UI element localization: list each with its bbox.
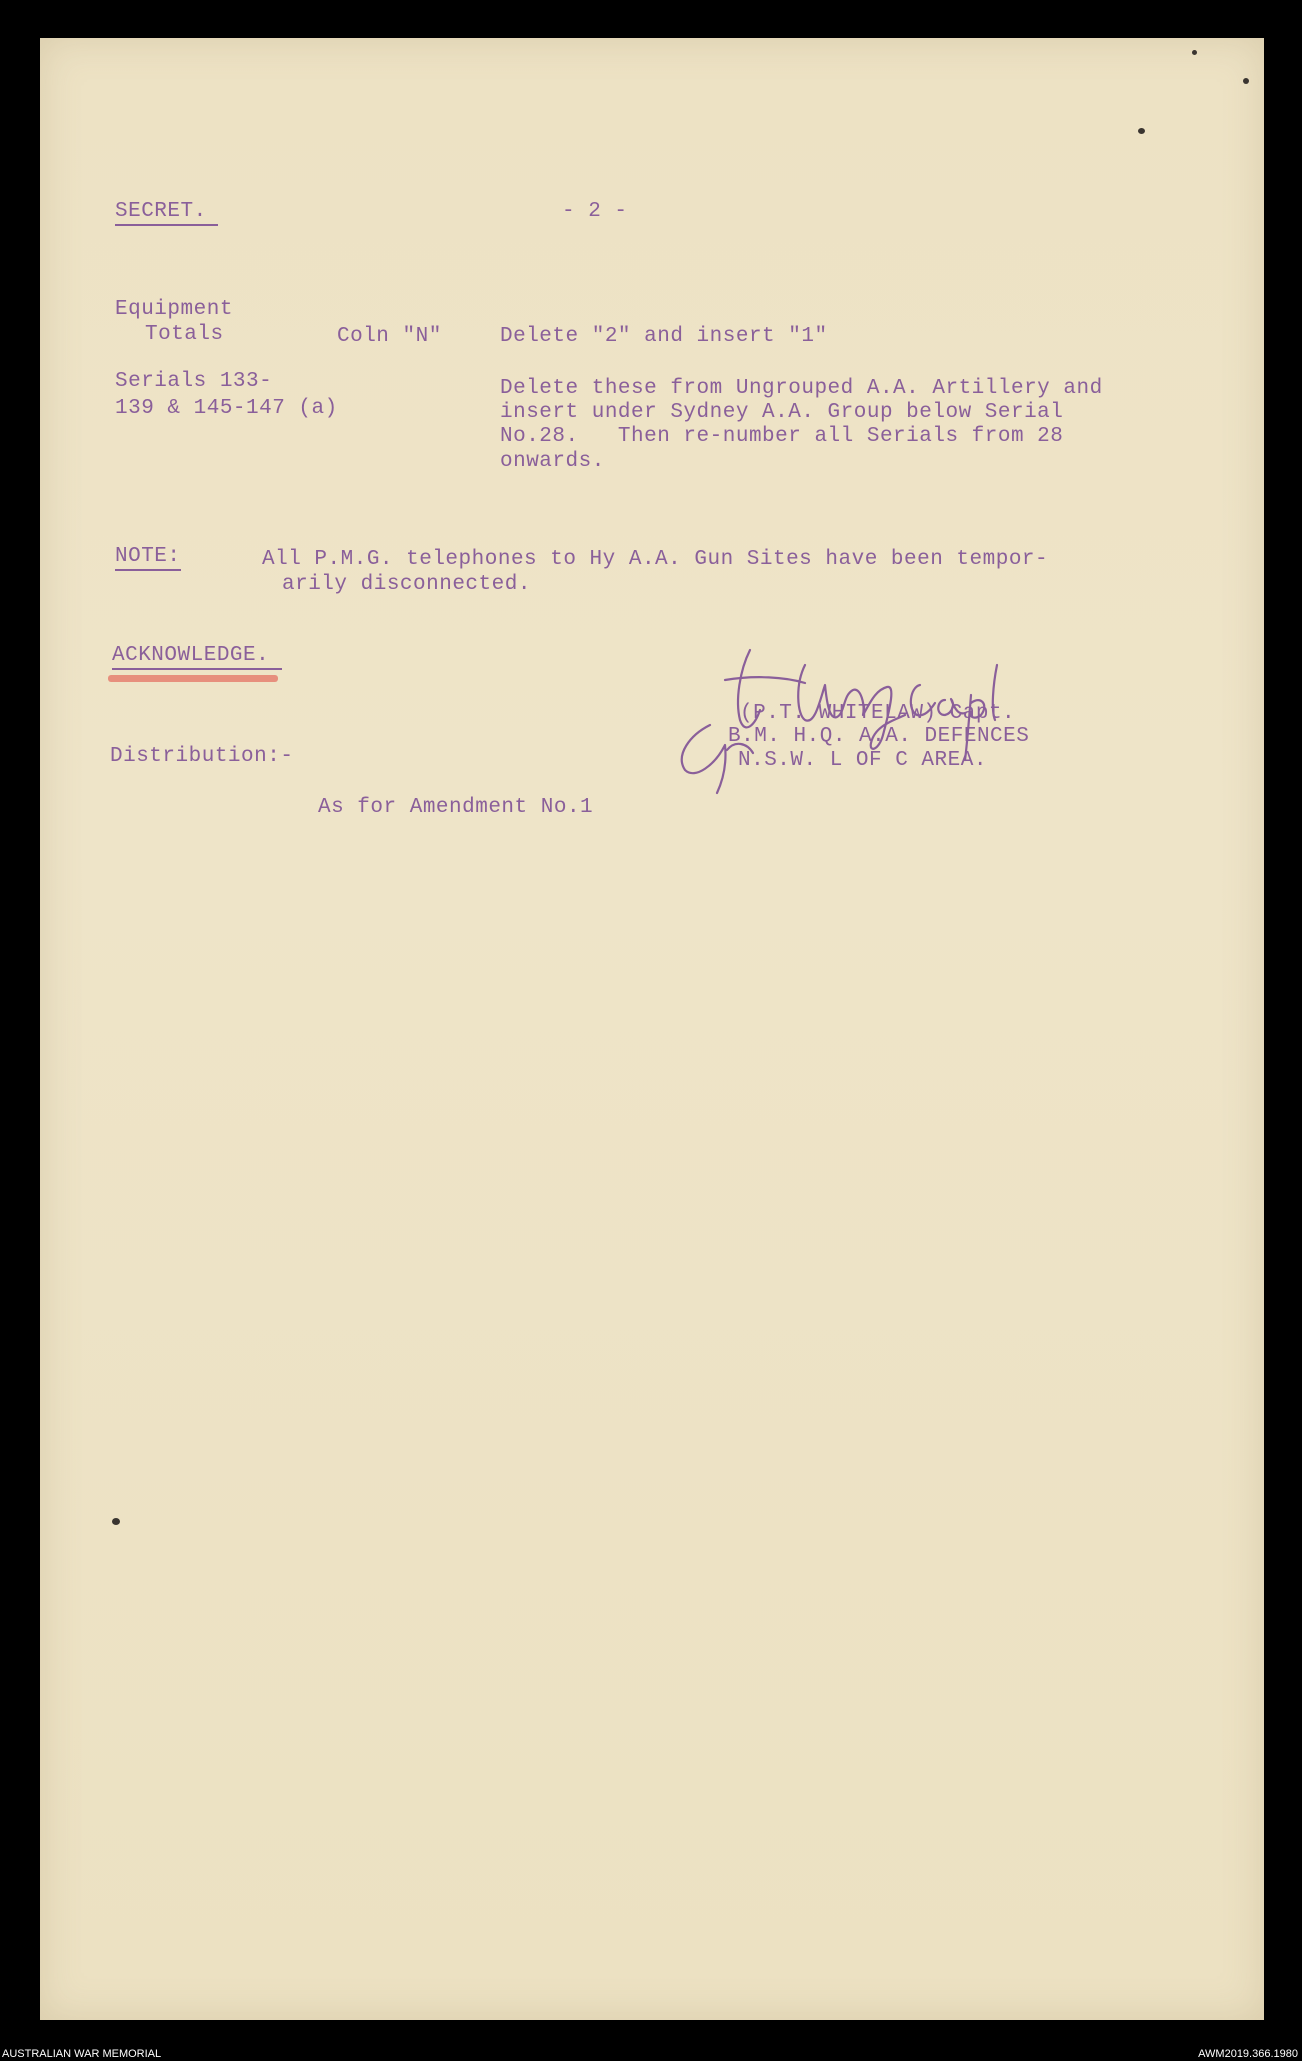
note-text-line: arily disconnected.	[282, 573, 531, 596]
paper-speck	[1243, 78, 1249, 84]
amendment-text-line: Delete "2" and insert "1"	[500, 325, 828, 348]
page-number: - 2 -	[562, 200, 628, 223]
signatory-name: (P.T. WHITELAW) Capt.	[740, 702, 1016, 725]
note-label: NOTE:	[115, 545, 181, 568]
acknowledge-label: ACKNOWLEDGE.	[112, 644, 270, 667]
amendment-text-line: Delete these from Ungrouped A.A. Artillery and	[500, 377, 1103, 400]
acknowledge-highlight	[108, 675, 278, 682]
distribution-value: As for Amendment No.1	[318, 796, 594, 819]
amendment-column: Coln "N"	[337, 325, 442, 348]
amendment-text-line: No.28. Then re-number all Serials from 28	[500, 425, 1064, 448]
distribution-label: Distribution:-	[110, 745, 294, 768]
amendment-label-line2: 139 & 145-147 (a)	[115, 397, 338, 420]
classification-underline	[115, 224, 218, 226]
paper-speck	[1138, 128, 1145, 134]
signatory-appointment: B.M. H.Q. A.A. DEFENCES	[728, 725, 1030, 748]
acknowledge-underline	[112, 668, 282, 670]
classification-label: SECRET.	[115, 200, 207, 223]
amendment-label-line2: Totals	[145, 323, 224, 346]
note-underline	[115, 569, 181, 571]
paper-speck	[1192, 50, 1197, 55]
footer-accession-number: AWM2019.366.1980	[1198, 2048, 1298, 2060]
amendment-text-line: onwards.	[500, 450, 605, 473]
amendment-label-line1: Serials 133-	[115, 370, 273, 393]
paper-speck	[112, 1518, 120, 1525]
handwritten-signature	[655, 625, 1015, 795]
note-text-line: All P.M.G. telephones to Hy A.A. Gun Sites have been tempor-	[262, 548, 1049, 571]
footer-institution: AUSTRALIAN WAR MEMORIAL	[2, 2048, 162, 2060]
amendment-label-line1: Equipment	[115, 298, 233, 321]
signatory-area: N.S.W. L OF C AREA.	[738, 749, 987, 772]
amendment-text-line: insert under Sydney A.A. Group below Serial	[500, 401, 1064, 424]
